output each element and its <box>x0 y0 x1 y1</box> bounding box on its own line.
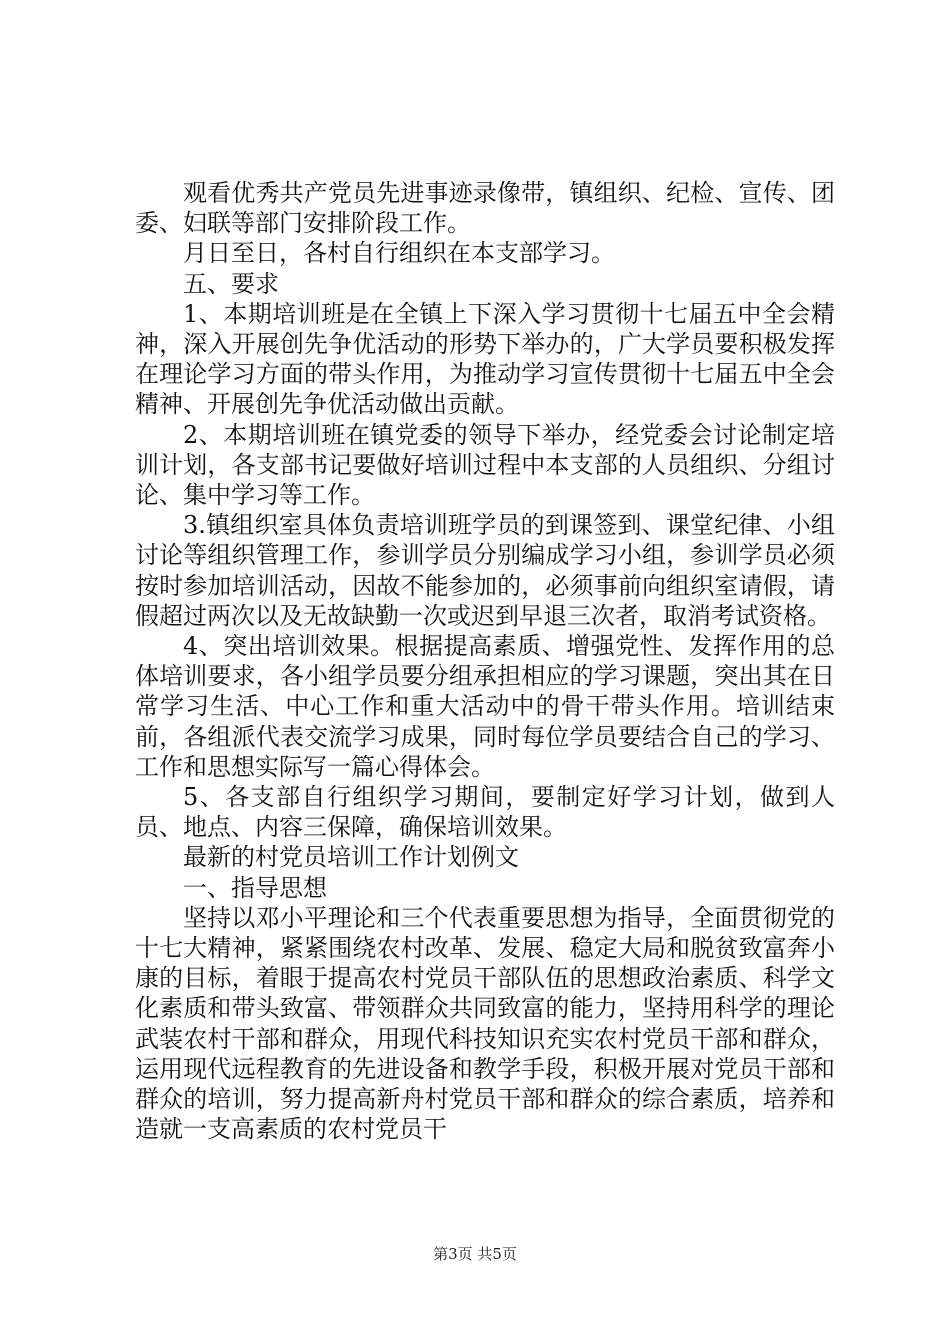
paragraph-guiding-ideology: 坚持以邓小平理论和三个代表重要思想为指导，全面贯彻党的十七大精神，紧紧围绕农村改革、发展、稳定大局和脱贫致富奔小康的目标，着眼于提高农村党员干部队伍的思想政治素质、科学文化素质和带头致富、带领群众共同致富的能力，坚持用科学的理论武装农村干部和群众，用现代科技知识充实农村党员干部和群众，运用现代远程教育的先进设备和教学手段，积极开展对党员干部和群众的培训，努力提高新舟村党员干部和群众的综合素质，培养和造就一支高素质的农村党员干 <box>135 903 835 1144</box>
requirement-item-3: 3.镇组织室具体负责培训班学员的到课签到、课堂纪律、小组讨论等组织管理工作，参训学员分别编成学习小组，参训学员必须按时参加培训活动，因故不能参加的，必须事前向组织室请假，请假超过两次以及无故缺勤一次或迟到早退三次者，取消考试资格。 <box>135 511 835 630</box>
section-heading-guiding-ideology: 一、指导思想 <box>183 873 327 902</box>
requirement-item-1: 1、本期培训班是在全镇上下深入学习贯彻十七届五中全会精神，深入开展创先争优活动的形势下举办的，广大学员要积极发挥在理论学习方面的带头作用，为推动学习宣传贯彻十七届五中全会精神、开展创先争优活动做出贡献。 <box>135 299 835 419</box>
document-body <box>135 178 835 1145</box>
section-heading-requirements: 五、要求 <box>183 269 279 298</box>
paragraph-branch-study-dates: 月日至日，各村自行组织在本支部学习。 <box>183 239 615 268</box>
page-number-footer: 第3页 共5页 <box>433 1245 517 1263</box>
paragraph-video-viewing: 观看优秀共产党员先进事迹录像带，镇组织、纪检、宣传、团委、妇联等部门安排阶段工作。 <box>135 179 835 238</box>
requirement-item-4: 4、突出培训效果。根据提高素质、增强党性、发挥作用的总体培训要求，各小组学员要分组承担相应的学习课题，突出其在日常学习生活、中心工作和重大活动中的骨干带头作用。培训结束前，各组派代表交流学习成果，同时每位学员要结合自己的学习、工作和思想实际写一篇心得体会。 <box>135 632 835 781</box>
requirement-item-2: 2、本期培训班在镇党委的领导下举办，经党委会讨论制定培训计划，各支部书记要做好培训过程中本支部的人员组织、分组讨论、集中学习等工作。 <box>135 420 835 510</box>
document-subtitle: 最新的村党员培训工作计划例文 <box>183 843 519 872</box>
requirement-item-5: 5、各支部自行组织学习期间，要制定好学习计划，做到人员、地点、内容三保障，确保培训效果。 <box>135 783 835 842</box>
